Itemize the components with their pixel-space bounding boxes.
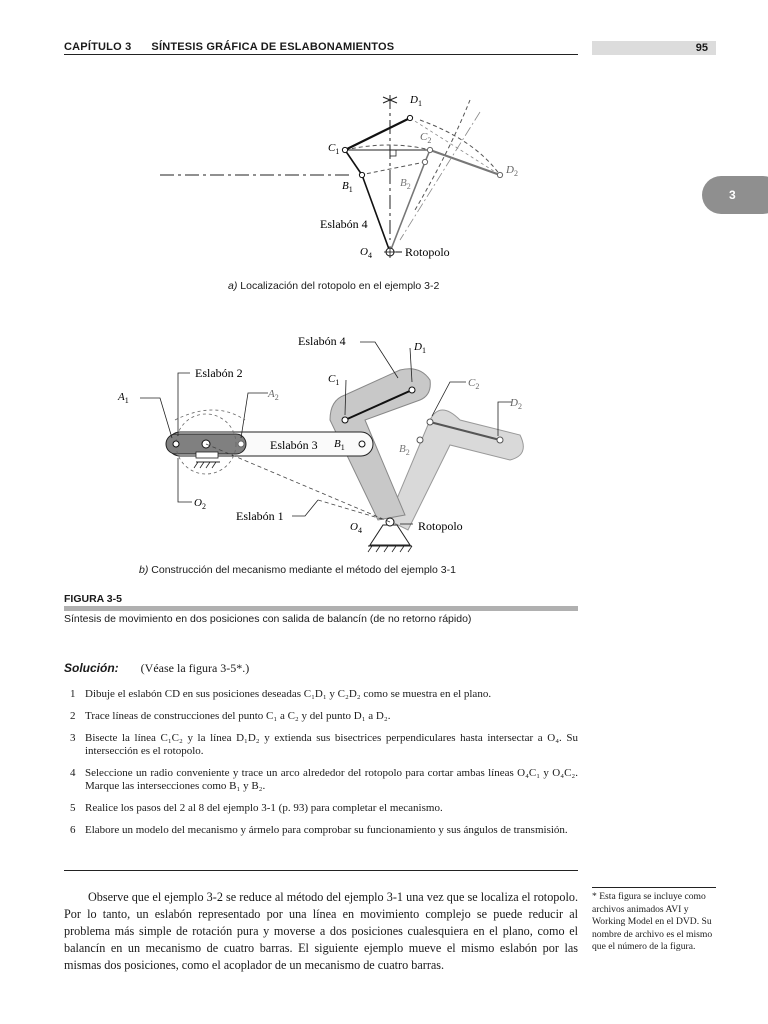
figure-a-caption <box>228 280 439 292</box>
fig-b-link2-label: Eslabón 2 <box>195 366 243 380</box>
figure-a-diagram <box>150 88 540 268</box>
step-text: Realice los pasos del 2 al 8 del ejemplo 3-1 (p. 93) para completar el mecanismo. <box>85 802 443 814</box>
step-item <box>64 710 578 723</box>
steps-list <box>64 688 578 846</box>
fig-a-o4-label: $O_4$ <box>360 246 372 260</box>
footnote: * Esta figura se incluye como archivos animados AVI y Working Model en el DVD. Su nombre de archivo es el mismo que el número de la figura. <box>592 891 713 952</box>
step-number: 3 <box>70 732 76 744</box>
fig-b-b1-label: $B_1$ <box>334 438 345 452</box>
fig-b-link1-label: Eslabón 1 <box>236 509 284 523</box>
fig-a-b2-label: $B_2$ <box>400 177 411 191</box>
header-rule <box>64 54 578 55</box>
fig-b-c1-label: $C_1$ <box>328 373 340 387</box>
step-item <box>64 824 578 837</box>
step-number: 2 <box>70 710 76 722</box>
section-rule <box>64 870 578 871</box>
step-number: 6 <box>70 824 76 836</box>
solution-label: Solución: <box>64 661 119 675</box>
step-text: Elabore un modelo del mecanismo y ármelo para comprobar su funcionamiento y sus ángulos de transmisión. <box>85 824 568 836</box>
figure-a-caption-text: Localización del rotopolo en el ejemplo 3-2 <box>240 280 440 292</box>
page-number: 95 <box>695 42 708 54</box>
footnote-rule <box>592 887 716 888</box>
step-item <box>64 802 578 815</box>
fig-b-d1-label: $D_1$ <box>414 341 426 355</box>
body-paragraph: Observe que el ejemplo 3-2 se reduce al método del ejemplo 3-1 una vez que se localiza el rotopolo. Por lo tanto, un eslabón representado por una línea en movimiento complejo se puede reducir al problema más simple de rotación pura y moverse a dos posiciones cualesquiera en el plano, como el balancín en un mecanismo de cuatro barras. El siguiente ejemplo mueve el mismo eslabón por las mismas dos posiciones, como el acoplador de un mecanismo de cuatro barras. <box>64 890 578 972</box>
figure-caption: Síntesis de movimiento en dos posiciones con salida de balancín (de no retorno rápido) <box>64 613 472 625</box>
step-number: 1 <box>70 688 76 700</box>
step-text: Bisecte la línea C₁C₂ y la línea D₁D₂ y extienda sus bisectrices perpendiculares hasta intersectar a O₄. Su intersección es el rotopolo. <box>85 732 578 757</box>
fig-b-o2-label: $O_2$ <box>194 497 206 511</box>
fig-a-rotopole-label: Rotopolo <box>405 245 450 259</box>
fig-b-link3-label: Eslabón 3 <box>270 438 318 452</box>
step-text: Trace líneas de construcciones del punto C₁ a C₂ y del punto D₁ a D₂. <box>85 710 391 722</box>
figure-b-caption-prefix: b) <box>139 564 149 576</box>
fig-b-o4-label: $O_4$ <box>350 521 362 535</box>
figure-rule <box>64 606 578 611</box>
fig-a-link4-label: Eslabón 4 <box>320 217 368 231</box>
figure-b-diagram <box>110 330 550 555</box>
step-number: 5 <box>70 802 76 814</box>
chapter-title: SÍNTESIS GRÁFICA DE ESLABONAMIENTOS <box>151 41 395 53</box>
fig-a-d2-label: $D_2$ <box>506 164 518 178</box>
figure-b-caption-text: Construcción del mecanismo mediante el método del ejemplo 3-1 <box>151 564 456 576</box>
fig-b-a1-label: $A_1$ <box>118 391 129 405</box>
figure-b-caption <box>139 564 456 576</box>
fig-a-c1-label: $C_1$ <box>328 142 340 156</box>
fig-b-d2-label: $D_2$ <box>510 397 522 411</box>
fig-b-a2-label: $A_2$ <box>268 388 279 402</box>
figure-a-caption-prefix: a) <box>228 280 238 292</box>
page-number-box <box>592 41 716 55</box>
fig-b-link4-label: Eslabón 4 <box>298 334 346 348</box>
step-item <box>64 688 578 701</box>
fig-b-b2-label: $B_2$ <box>399 443 410 457</box>
fig-b-c2-label: $C_2$ <box>468 377 480 391</box>
figure-label: FIGURA 3-5 <box>64 593 122 605</box>
chapter-tab <box>702 176 768 214</box>
chapter-tab-number: 3 <box>729 188 736 202</box>
step-item <box>64 767 578 793</box>
solution-heading <box>64 661 249 676</box>
chapter-label: CAPÍTULO 3 <box>64 41 132 53</box>
step-number: 4 <box>70 767 76 779</box>
solution-note: (Véase la figura 3-5*.) <box>140 661 250 675</box>
fig-b-rotopole-label: Rotopolo <box>418 519 463 533</box>
step-item <box>64 732 578 758</box>
step-text: Seleccione un radio conveniente y trace un arco alrededor del rotopolo para cortar ambas líneas O₄C₁ y O₄C₂. Marque las intersecciones como B₁ y B₂. <box>85 767 578 792</box>
fig-a-c2-label: $C_2$ <box>420 131 432 145</box>
fig-a-b1-label: $B_1$ <box>342 180 353 194</box>
step-text: Dibuje el eslabón CD en sus posiciones deseadas C₁D₁ y C₂D₂ como se muestra en el plano. <box>85 688 492 700</box>
running-header <box>64 41 394 53</box>
fig-a-d1-label: $D_1$ <box>410 94 422 108</box>
